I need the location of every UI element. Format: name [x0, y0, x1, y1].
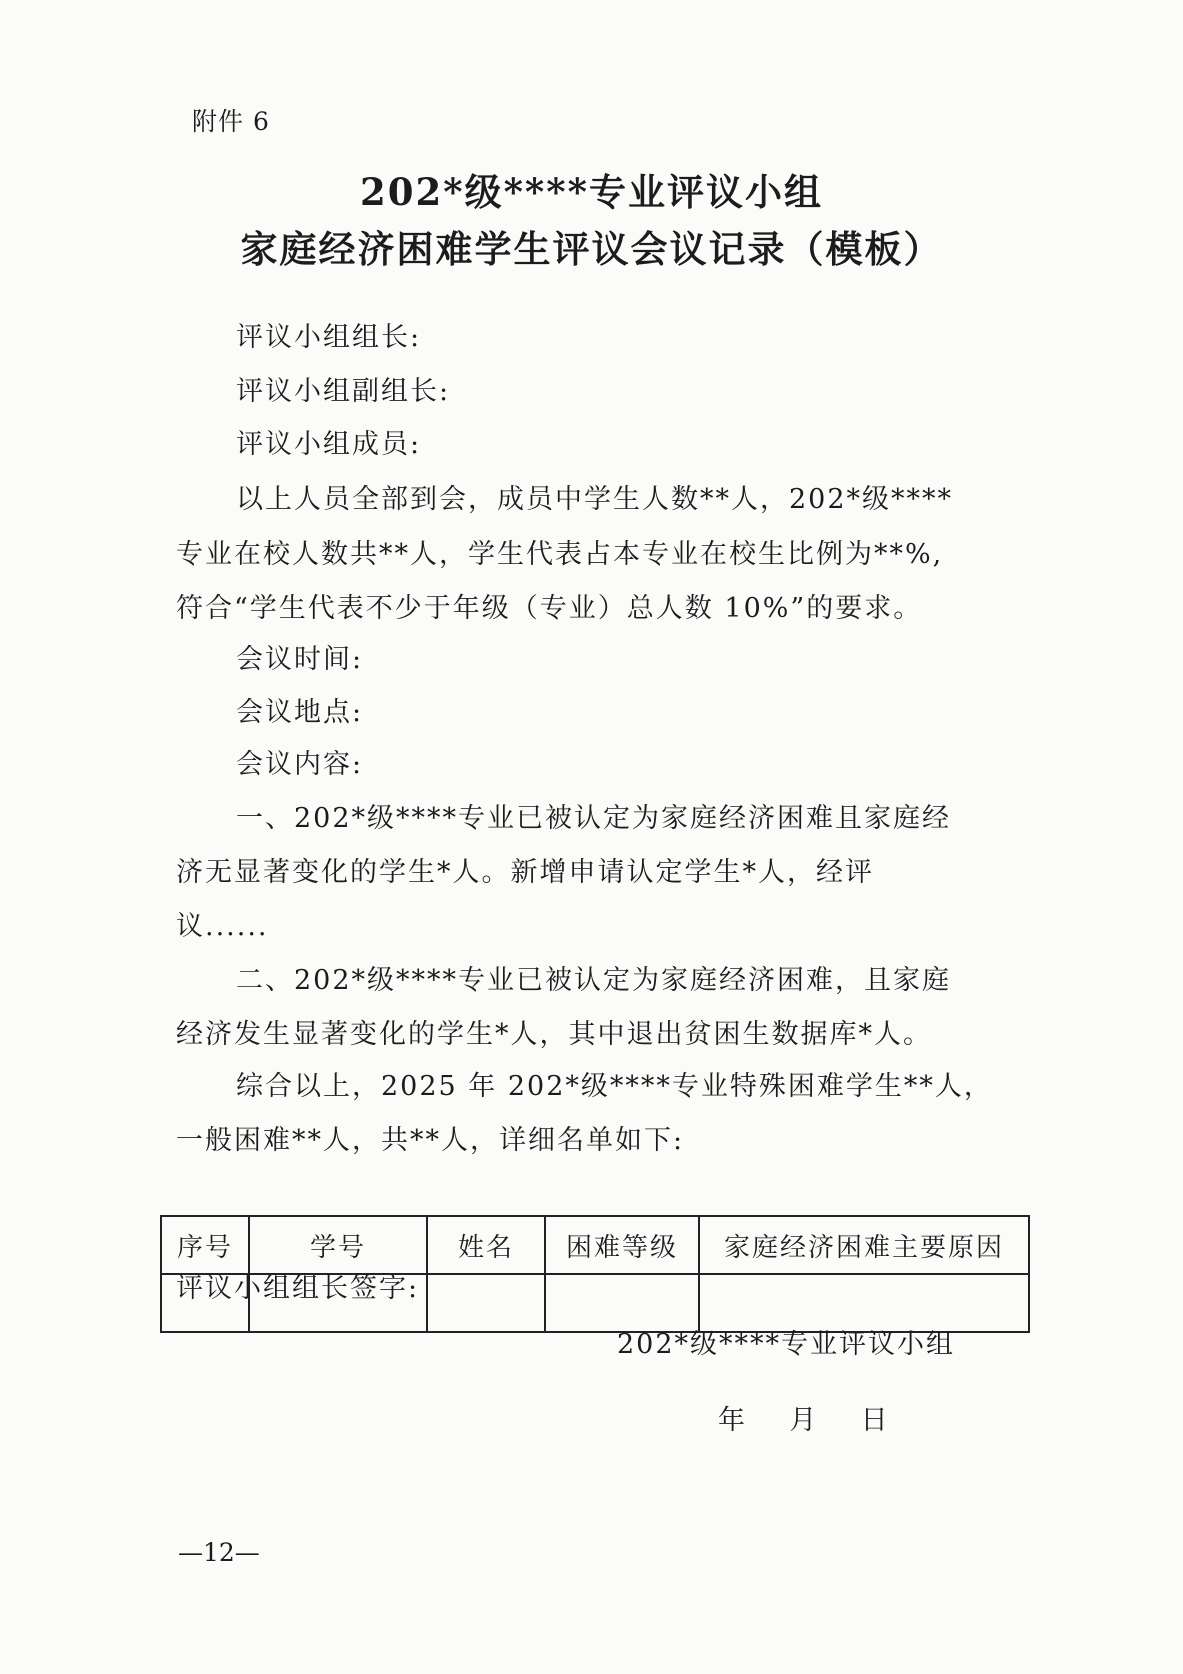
meeting-content-field: 会议内容:: [236, 749, 364, 780]
item1-line: 济无显著变化的学生*人。新增申请认定学生*人，经评: [176, 857, 874, 888]
header-cell-student-id: 学号: [249, 1216, 427, 1274]
meeting-place-field: 会议地点:: [236, 697, 364, 728]
summary-line: 综合以上，2025 年 202*级****专业特殊困难学生**人，: [236, 1071, 993, 1102]
attachment-label: 附件 6: [192, 107, 270, 136]
vice-leader-field: 评议小组副组长:: [236, 376, 451, 407]
header-cell-level: 困难等级: [545, 1216, 699, 1274]
page-number: —12—: [178, 1538, 260, 1567]
header-cell-index: 序号: [161, 1216, 249, 1274]
date-line: 年 月 日: [718, 1405, 890, 1436]
meeting-time-field: 会议时间:: [236, 644, 364, 675]
attendance-line: 以上人员全部到会，成员中学生人数**人，202*级****: [236, 484, 954, 515]
signature-label: 评议小组组长签字:: [176, 1273, 420, 1304]
summary-line: 一般困难**人，共**人，详细名单如下:: [176, 1125, 685, 1156]
attendance-line: 专业在校人数共**人，学生代表占本专业在校生比例为**%,: [176, 539, 944, 570]
item1-line: 一、202*级****专业已被认定为家庭经济困难且家庭经: [236, 803, 952, 834]
header-cell-name: 姓名: [427, 1216, 545, 1274]
document-title-line1: 202*级****专业评议小组: [360, 170, 823, 214]
table-cell: [427, 1274, 545, 1332]
attendance-line: 符合“学生代表不少于年级（专业）总人数 10%”的要求。: [176, 593, 923, 624]
header-cell-reason: 家庭经济困难主要原因: [699, 1216, 1029, 1274]
leader-field: 评议小组组长:: [236, 322, 422, 353]
group-name: 202*级****专业评议小组: [617, 1329, 956, 1360]
item1-line: 议......: [176, 911, 269, 942]
document-title-line2: 家庭经济困难学生评议会议记录（模板）: [240, 227, 943, 271]
item2-line: 经济发生显著变化的学生*人，其中退出贫困生数据库*人。: [176, 1019, 932, 1050]
members-field: 评议小组成员:: [236, 429, 422, 460]
item2-line: 二、202*级****专业已被认定为家庭经济困难，且家庭: [236, 965, 952, 996]
